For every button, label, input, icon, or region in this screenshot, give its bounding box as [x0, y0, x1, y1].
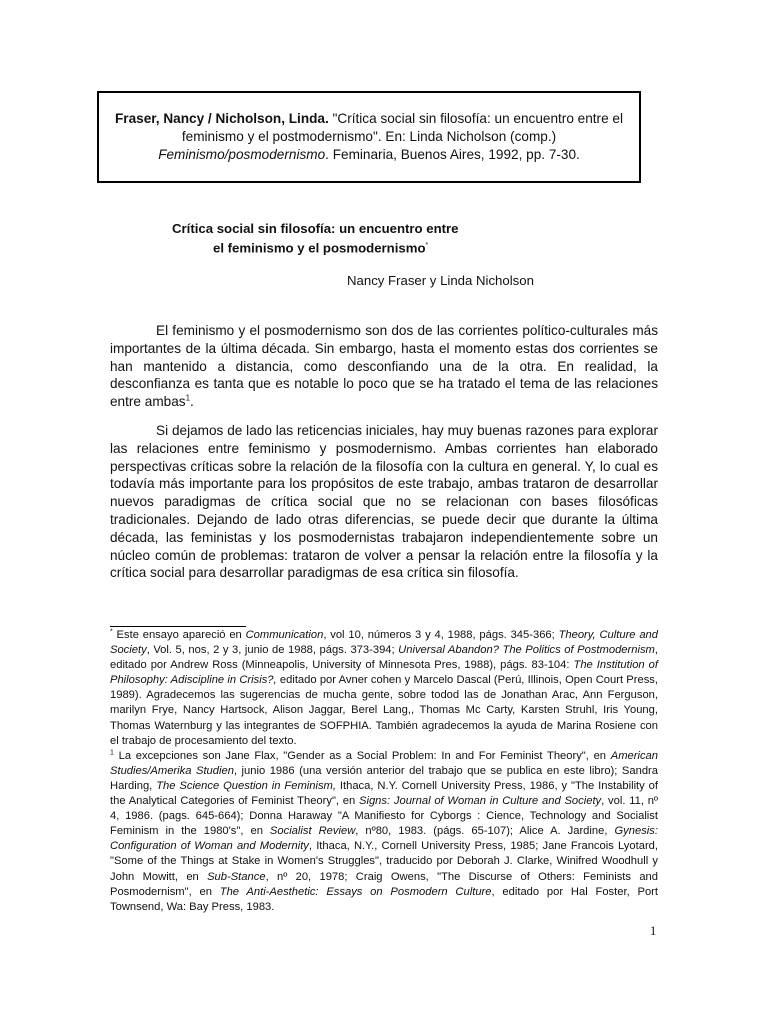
footnote-text: La excepciones son Jane Flax, "Gender as a Social Problem: In and For Feminist Theory", en — [113, 749, 611, 762]
citation-authors: Fraser, Nancy / Nicholson, Linda. — [114, 111, 329, 126]
footnote-text: editado por Avner cohen y Marcelo Dascal (Perú, Illinois, Open Court Press, 1989). Agradecemos las sugerencias de mucha gente, sobre todod las de Jonathan Arac, Ann Ferguson, marilyn Frye, Nancy Hartsock, Alison Jaggar, Berel Lang,, Thomas Mc Carty, Karsten Struhl, Iris Young, Thomas Waternburg y las integrantes de SOFPHIA. También agradecemos la ayuda de Marina Rosiene con el trabajo de procesamiento del texto. — [110, 674, 658, 747]
footnote-star — [110, 628, 658, 749]
citation-text: "Crítica social sin filosofía: un encuentro entre el feminismo y el postmodernismo". En: Linda Nicholson (comp.) — [181, 111, 623, 144]
footnote-text: , Vol. 5, nos, 2 y 3, junio de 1988, págs. 373-394; — [146, 644, 399, 657]
footnote-italic: The Anti-Aesthetic: Essays on Posmodern Culture — [219, 885, 492, 898]
footnote-star-marker: * — [110, 628, 113, 636]
footnote-text: , editado por Hal Foster, Port Townsend, Wa: Bay Press, 1983. — [110, 885, 658, 913]
footnote-italic: American Studies/Amerika Studien — [110, 749, 658, 777]
citation-book-title: Feminismo/posmodernismo — [158, 147, 326, 162]
footnote-text: , nº 20, 1978; Craig Owens, "The Discurse of Others: Feminists and Posmodernism", en — [110, 870, 658, 898]
paragraph-1-end: . — [190, 394, 194, 410]
footnote-italic: Theory, Culture and Society — [110, 629, 659, 657]
article-title — [110, 220, 570, 256]
footnote-italic: Signs: Journal of Woman in Culture and Society — [359, 795, 602, 808]
article-title-line2-text: el feminismo y el posmodernismo — [213, 240, 426, 256]
article-title-line2 — [110, 237, 570, 256]
footnote-1 — [110, 749, 658, 915]
footnote-text: Ithaca, N.Y. Cornell University Press, 1986, y "The Instability of the Analytical Categories of Feminist Theory", en — [110, 779, 658, 808]
page-number: 1 — [650, 924, 657, 938]
footnote-1-marker: 1 — [110, 749, 114, 757]
citation-publisher: . Feminaria, Buenos Aires, 1992, pp. 7-30. — [325, 147, 580, 162]
footnote-italic: The Science Question in Feminism, — [156, 779, 336, 792]
footnote-italic: The Institution of Philosophy: Adiscipline in Crisis?, — [110, 659, 658, 687]
footnote-text: , vol. 11, nº 4, 1986. (pags. 645-664); Donna Haraway "A Manifiesto for Cyborgs : Cience, Technology and Socialist Feminism in the 1980's", en — [110, 795, 658, 838]
paragraph-1-text: El feminismo y el posmodernismo son dos de las corrientes político-culturales más importantes de la última década. Sin embargo, hasta el momento estas dos corrientes se han mantenido a distancia, como desconfiando una de la otra. En realidad, la desconfianza es tanta que es notable lo poco que se ha tratado el tema de las relaciones entre ambas — [110, 323, 658, 410]
footnote-text: , junio 1986 (una versión anterior del trabajo que se publica en este libro); Sandra Harding, — [110, 764, 658, 792]
article-title-line1: Crítica social sin filosofía: un encuentro entre — [172, 221, 459, 236]
title-footnote-marker: * — [425, 242, 429, 249]
footnote-text: Este ensayo apareció en — [112, 629, 246, 641]
paragraph-2: Si dejamos de lado las reticencias iniciales, hay muy buenas razones para explorar las relaciones entre feminismo y posmodernismo. Ambas corrientes han elaborado perspectivas críticas sobre la relación de la filosofía con la cultura en general. Y, lo cual es todavía más importante para los propósitos de este trabajo, ambas trataron de desarrollar nuevos paradigmas de crítica social que no se relacionan con bases filosóficas tradicionales. Dejando de lado otras diferencias, se puede decir que durante la última década, las feministas y los posmodernistas trabajaron independientemente sobre un núcleo común de problemas: trataron de volver a pensar la relación entre la filosofía y la crítica social para desarrollar paradigmas de esa crítica sin filosofía. — [110, 423, 658, 581]
footnote-italic: Socialist Review — [269, 825, 356, 838]
footnote-text: , editado por Andrew Ross (Minneapolis, University of Minnesota Pres, 1988), págs. 83-104: — [110, 644, 658, 672]
footnote-text: , vol 10, números 3 y 4, 1988, págs. 345-366; — [323, 629, 559, 641]
footnote-ref-1: 1 — [185, 393, 191, 403]
footnote-italic: Communication — [245, 629, 324, 641]
footnote-text: , nº80, 1983. (págs. 65-107); Alice A. Jardine, — [355, 825, 615, 838]
citation-box — [97, 91, 641, 183]
paragraph-1 — [110, 322, 658, 411]
footnote-italic: Gynesis: Configuration of Woman and Modernity — [110, 825, 658, 853]
footnote-text: , Ithaca, N.Y., Cornell University Press, 1985; Jane Francois Lyotard, "Some of the Things at Stake in Women's Struggles", traducido por Deborah J. Clarke, Winifred Woodhull y John Mowitt, en — [110, 840, 658, 883]
footnote-italic: Universal Abandon? The Politics of Postmodernism — [398, 644, 655, 657]
footnotes — [110, 628, 658, 915]
article-authors: Nancy Fraser y Linda Nicholson — [347, 273, 534, 288]
footnote-italic: Sub-Stance — [207, 870, 266, 883]
footnote-separator — [110, 626, 246, 627]
